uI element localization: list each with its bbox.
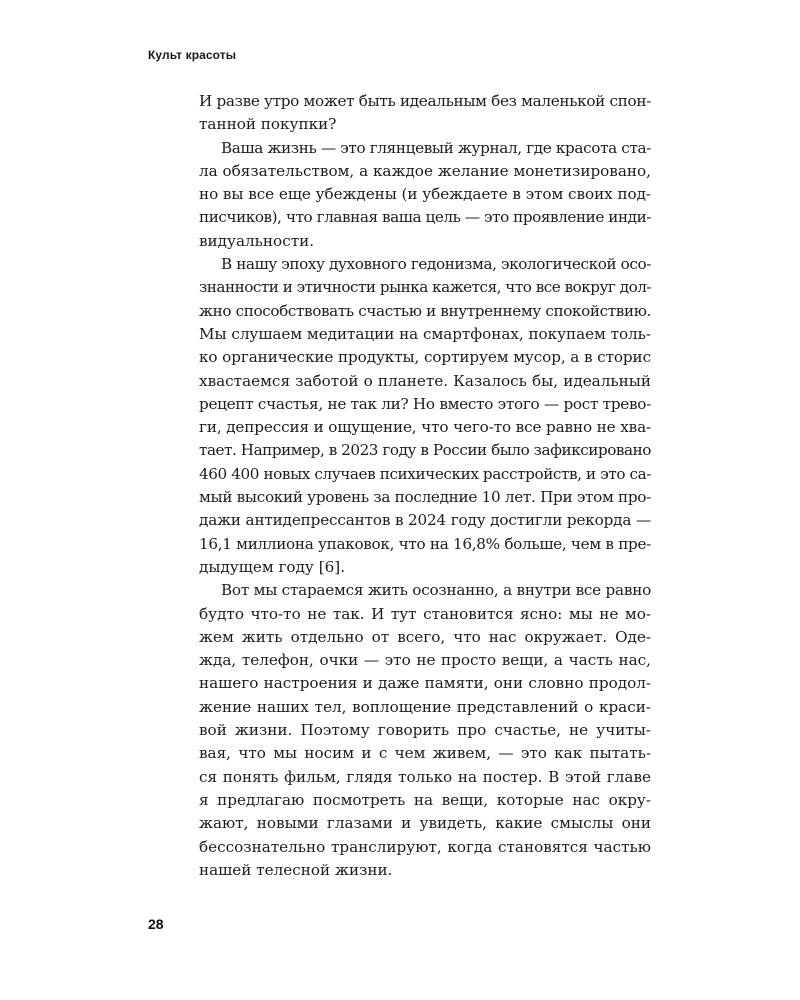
text-line: жают, новыми глазами и увидеть, какие смыслы они: [199, 814, 651, 833]
text-line: 16,1 миллиона упаковок, что на 16,8% больше, чем в пре-: [199, 534, 651, 553]
text-line: 460 400 новых случаев психических расстройств, и это са-: [199, 464, 651, 483]
text-line: бессознательно транслируют, когда становятся частью: [199, 837, 651, 856]
text-line: будто что-то не так. И тут становится ясно: мы не мо-: [199, 604, 651, 623]
text-line: нашего настроения и даже памяти, они словно продол-: [199, 674, 651, 693]
running-head: Культ красоты: [148, 48, 237, 62]
text-line: танной покупки?: [199, 115, 337, 134]
text-line: Мы слушаем медитации на смартфонах, покупаем толь-: [199, 324, 651, 343]
body-text: [199, 90, 651, 882]
text-line: нашей телесной жизни.: [199, 860, 393, 879]
text-line: дажи антидепрессантов в 2024 году достигли рекорда —: [199, 511, 651, 530]
text-line: хвастаемся заботой о планете. Казалось бы, идеальный: [199, 371, 651, 390]
text-line: рецепт счастья, не так ли? Но вместо этого — рост трево-: [199, 394, 651, 413]
text-line: ги, депрессия и ощущение, что чего-то все равно не хва-: [199, 418, 651, 437]
text-line: видуальности.: [199, 231, 315, 250]
text-line: но вы все еще убеждены (и убеждаете в этом своих под-: [199, 185, 651, 204]
text-line: мый высокий уровень за последние 10 лет. При этом про-: [199, 488, 651, 507]
text-line: В нашу эпоху духовного гедонизма, экологической осо-: [221, 255, 651, 274]
text-line: Ваша жизнь — это глянцевый журнал, где красота ста-: [221, 138, 652, 157]
page-number: 28: [148, 916, 164, 932]
text-line: жно способствовать счастью и внутреннему спокойствию.: [199, 301, 651, 320]
text-line: я предлагаю посмотреть на вещи, которые нас окру-: [199, 790, 651, 809]
text-line: И разве утро может быть идеальным без маленькой спон-: [199, 92, 651, 110]
text-line: писчиков), что главная ваша цель — это проявление инди-: [199, 208, 651, 227]
text-line: жда, телефон, очки — это не просто вещи, а часть нас,: [199, 651, 651, 670]
text-line: ко органические продукты, сортируем мусор, а в сторис: [199, 348, 651, 367]
text-line: вой жизни. Поэтому говорить про счастье, не учиты-: [199, 721, 651, 740]
text-line: жем жить отдельно от всего, что нас окружает. Оде-: [199, 627, 651, 646]
text-line: жение наших тел, воплощение представлений о краси-: [199, 697, 651, 716]
text-line: ся понять фильм, глядя только на постер. В этой главе: [199, 767, 651, 786]
text-line: тает. Например, в 2023 году в России было зафиксировано: [199, 441, 651, 460]
text-line: дыдущем году [6].: [199, 557, 346, 576]
text-line: ла обязательством, а каждое желание монетизировано,: [199, 161, 651, 180]
text-line: знанности и этичности рынка кажется, что все вокруг дол-: [199, 278, 651, 297]
text-line: вая, что мы носим и с чем живем, — это как пытать-: [199, 744, 651, 763]
text-line: Вот мы стараемся жить осознанно, а внутри все равно: [221, 581, 651, 600]
